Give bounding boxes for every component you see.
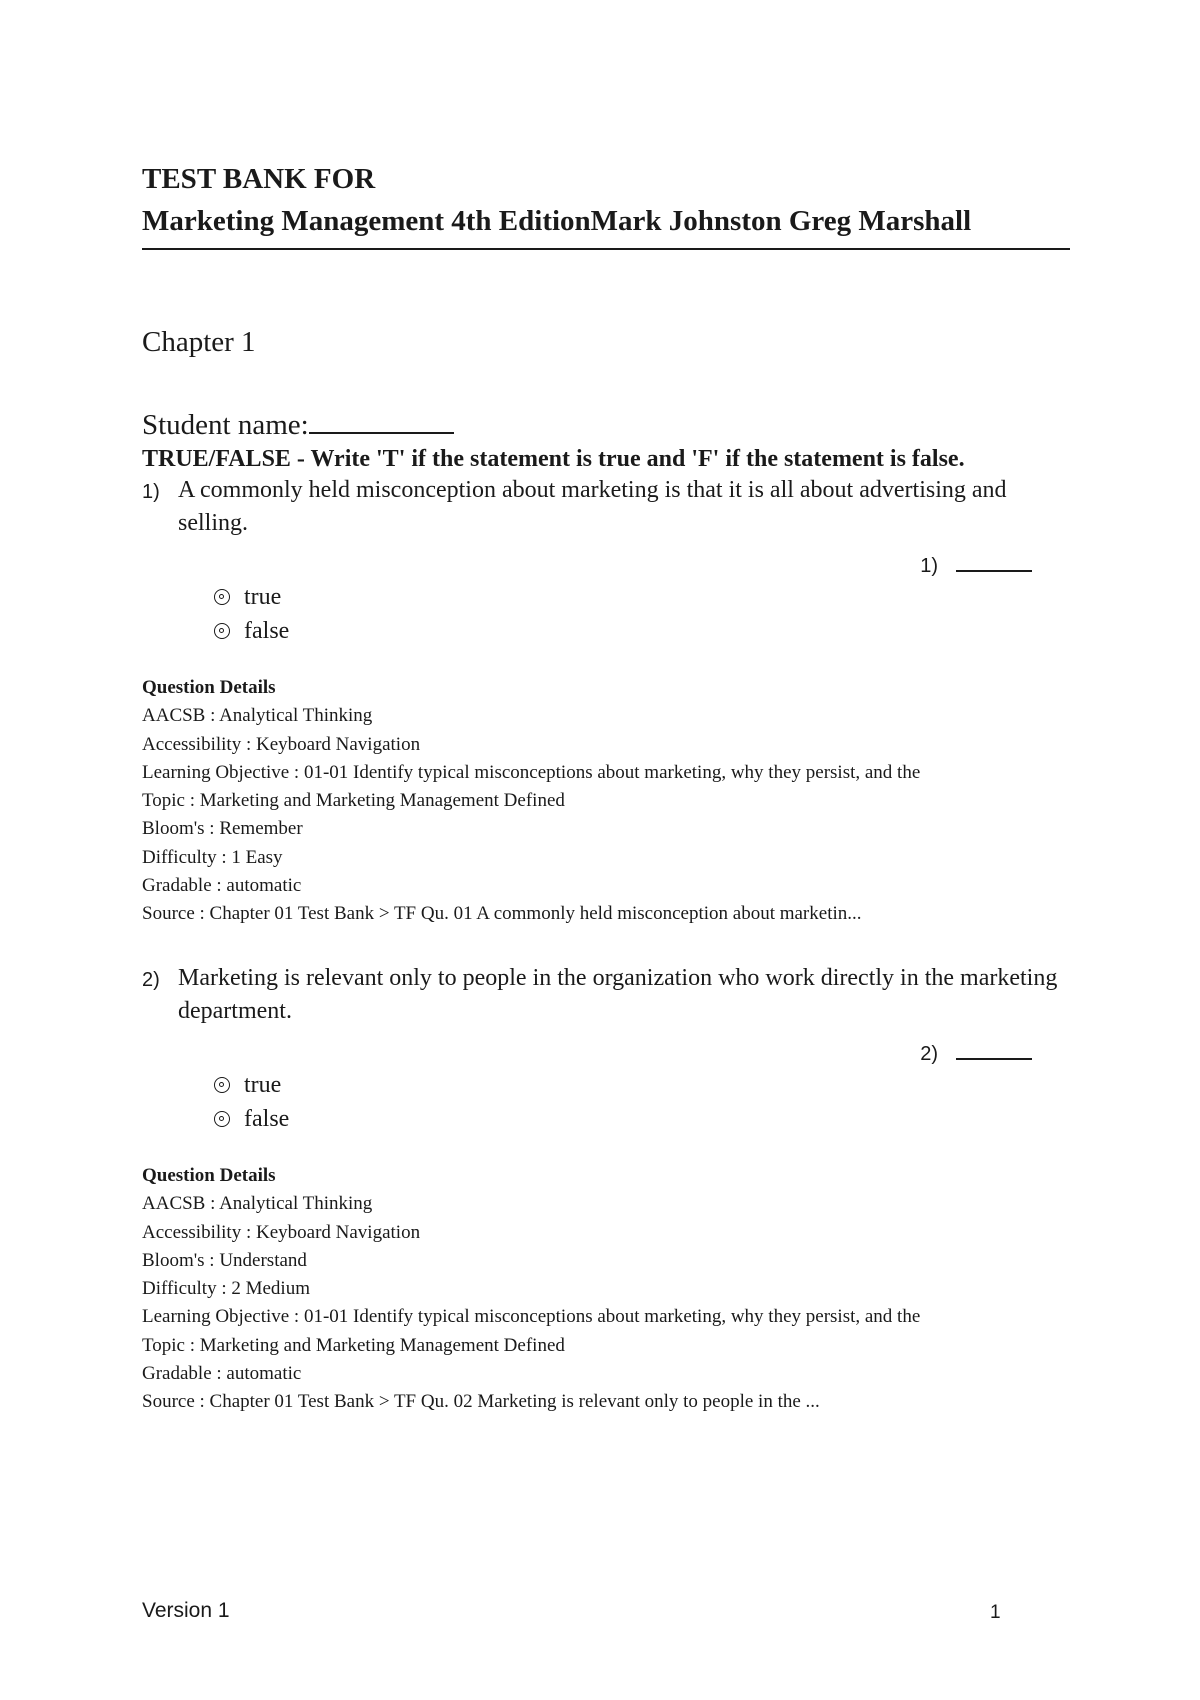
question-2-details xyxy=(142,1162,920,1417)
question-2-option-false[interactable] xyxy=(214,1102,289,1136)
detail-accessibility: Accessibility : Keyboard Navigation xyxy=(142,733,421,755)
chapter-heading: Chapter 1 xyxy=(142,326,256,358)
question-1 xyxy=(142,474,1072,925)
option-label: true xyxy=(244,584,282,610)
question-2-answer-slot[interactable] xyxy=(920,1036,1032,1068)
question-1-options xyxy=(214,580,289,648)
question-1-answer-slot[interactable] xyxy=(920,548,1032,580)
detail-accessibility: Accessibility : Keyboard Navigation xyxy=(142,1221,421,1243)
student-name-blank[interactable] xyxy=(309,402,454,434)
detail-aacsb: AACSB : Analytical Thinking xyxy=(142,1193,373,1215)
header-title-line-1: TEST BANK FOR xyxy=(142,163,376,195)
detail-difficulty: Difficulty : 1 Easy xyxy=(142,846,283,868)
question-1-row xyxy=(142,474,1072,540)
question-1-details xyxy=(142,674,920,929)
student-name-label: Student name: xyxy=(142,409,309,441)
detail-topic: Topic : Marketing and Marketing Management Defined xyxy=(142,790,565,812)
detail-aacsb: AACSB : Analytical Thinking xyxy=(142,705,373,727)
details-title: Question Details xyxy=(142,1165,276,1186)
radio-icon[interactable] xyxy=(214,1111,230,1127)
details-title: Question Details xyxy=(142,677,276,698)
detail-source: Source : Chapter 01 Test Bank > TF Qu. 01 A commonly held misconception about marketin... xyxy=(142,903,862,925)
question-2-row xyxy=(142,962,1072,1028)
detail-source: Source : Chapter 01 Test Bank > TF Qu. 02 Marketing is relevant only to people in the ... xyxy=(142,1391,820,1413)
question-1-option-false[interactable] xyxy=(214,614,289,648)
header-title-line-2: Marketing Management 4th EditionMark Johnston Greg Marshall xyxy=(142,205,972,237)
question-1-option-true[interactable] xyxy=(214,580,289,614)
question-2-options xyxy=(214,1068,289,1136)
question-2-answer-label: 2) xyxy=(920,1043,938,1065)
option-label: false xyxy=(244,1106,290,1132)
detail-gradable: Gradable : automatic xyxy=(142,875,302,897)
question-1-number: 1) xyxy=(142,481,160,503)
question-2-option-true[interactable] xyxy=(214,1068,289,1102)
radio-icon[interactable] xyxy=(214,589,230,605)
detail-gradable: Gradable : automatic xyxy=(142,1363,302,1385)
section-instructions: TRUE/FALSE - Write 'T' if the statement is true and 'F' if the statement is false. xyxy=(142,446,965,472)
footer-version: Version 1 xyxy=(142,1599,230,1622)
question-2-text: Marketing is relevant only to people in the organization who work directly in the marketing department. xyxy=(178,965,1058,1024)
detail-topic: Topic : Marketing and Marketing Management Defined xyxy=(142,1334,565,1356)
detail-blooms: Bloom's : Remember xyxy=(142,818,303,840)
option-label: false xyxy=(244,618,290,644)
radio-icon[interactable] xyxy=(214,623,230,639)
document-header xyxy=(142,158,1070,250)
detail-learning-objective: Learning Objective : 01-01 Identify typical misconceptions about marketing, why they persist, and the xyxy=(142,761,921,783)
student-name-row xyxy=(142,402,454,445)
footer-page-number: 1 xyxy=(990,1602,1001,1623)
question-1-text: A commonly held misconception about marketing is that it is all about advertising and selling. xyxy=(178,477,1007,536)
option-label: true xyxy=(244,1072,282,1098)
radio-icon[interactable] xyxy=(214,1077,230,1093)
detail-learning-objective: Learning Objective : 01-01 Identify typical misconceptions about marketing, why they persist, and the xyxy=(142,1306,921,1328)
question-1-answer-label: 1) xyxy=(920,555,938,577)
question-2-answer-blank[interactable] xyxy=(956,1036,1032,1060)
question-2 xyxy=(142,962,1072,1422)
question-1-answer-blank[interactable] xyxy=(956,548,1032,572)
detail-difficulty: Difficulty : 2 Medium xyxy=(142,1278,310,1300)
detail-blooms: Bloom's : Understand xyxy=(142,1249,307,1271)
question-2-number: 2) xyxy=(142,969,160,991)
